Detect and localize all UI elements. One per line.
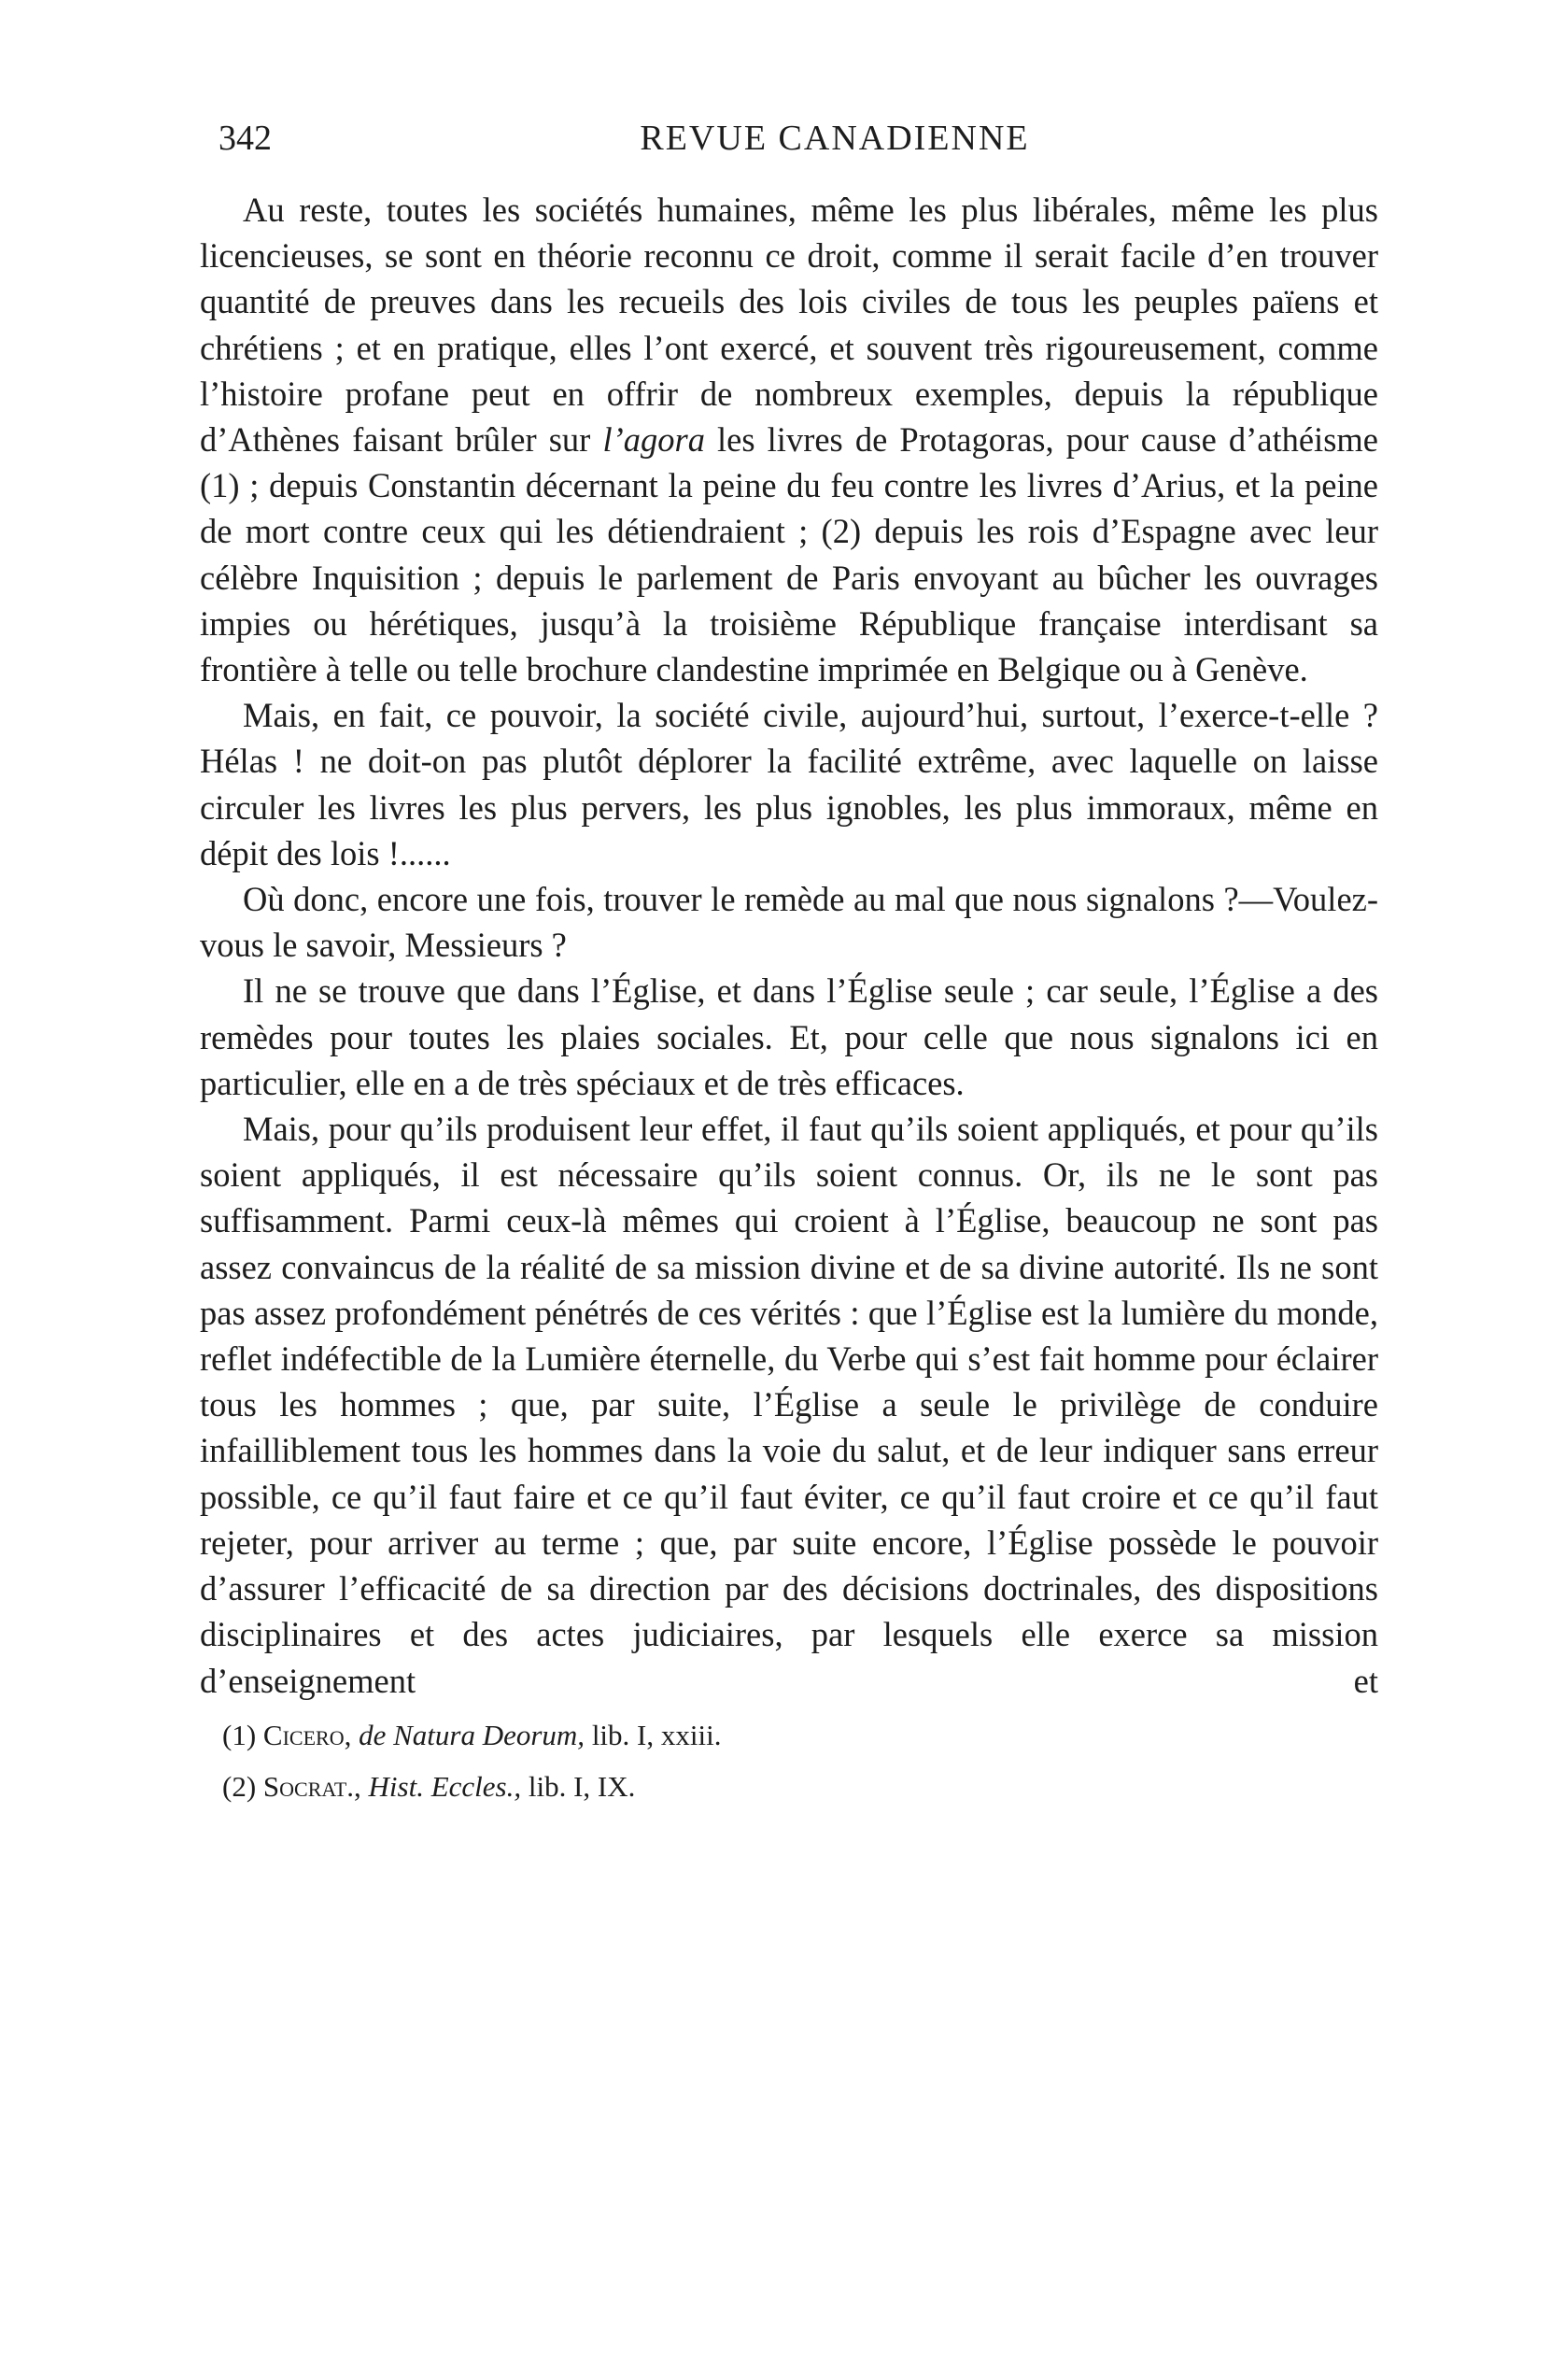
footnote-1-author: Cicero, [262,1719,352,1751]
paragraph-1-italic-agora: l’agora [602,420,705,460]
footnote-2-reference: lib. I, IX. [528,1770,636,1803]
footnote-2 [222,1761,1343,1812]
paragraph-2: Mais, en fait, ce pouvoir, la société civile, aujourd’hui, surtout, l’exerce-t-elle ? Hélas ! ne doit-on pas plutôt déplorer la facilité extrême, avec laquelle on laisse circuler les livres les plus pervers, les plus ignobles, les plus immoraux, même en dépit des lois !...... [200,696,1378,872]
footnote-1-title: de Natura Deorum, [359,1719,585,1751]
footnote-1-reference: lib. I, xxiii. [591,1719,722,1751]
body-text [200,187,1378,1704]
paragraph-1-text-b: les livres de Protagoras, pour cause d’athéisme (1) ; depuis Constantin décernant la peine du feu contre les livres d’Arius, et la peine de mort contre ceux qui les détiendraient ; (2) depuis les rois d’Espagne avec leur célèbre Inquisition ; depuis le parlement de Paris envoyant au bûcher les ouvrages impies ou hérétiques, jusqu’à la troisième République française interdisant sa frontière à telle ou telle brochure clandestine imprimée en Belgique ou à Genève. [200,420,1378,689]
footnote-2-marker: (2) [222,1770,257,1803]
page-number: 342 [219,119,272,158]
footnote-2-author: Socrat., [262,1770,361,1803]
footnote-2-title: Hist. Eccles., [368,1770,522,1803]
footnotes [222,1709,1343,1812]
paragraph-1-text-a: Au reste, toutes les sociétés humaines, même les plus libérales, même les plus licencieuses, se sont en théorie reconnu ce droit, comme il serait facile d’en trouver quantité de preuves dans les recueils des lois civiles de tous les peuples païens et chrétiens ; et en pratique, elles l’ont exercé, et souvent très rigoureusement, comme l’histoire profane peut en offrir de nombreux exemples, depuis la république d’Athènes faisant brûler sur [200,191,1378,460]
paragraph-3: Où donc, encore une fois, trouver le remède au mal que nous signalons ?—Voulez-vous le savoir, Messieurs ? [200,880,1378,965]
paragraph-4: Il ne se trouve que dans l’Église, et dans l’Église seule ; car seule, l’Église a des remèdes pour toutes les plaies sociales. Et, pour celle que nous signalons ici en particulier, elle en a de très spéciaux et de très efficaces. [200,971,1378,1102]
paragraph-5: Mais, pour qu’ils produisent leur effet, il faut qu’ils soient appliqués, et pour qu’ils soient appliqués, il est nécessaire qu’ils soient connus. Or, ils ne le sont pas suffisamment. Parmi ceux-là mêmes qui croient à l’Église, beaucoup ne sont pas assez convaincus de la réalité de sa mission divine et de sa divine autorité. Ils ne sont pas assez profondément pénétrés de ces vérités : que l’Église est la lumière du monde, reflet indéfectible de la Lumière éternelle, du Verbe qui s’est fait homme pour éclairer tous les hommes ; que, par suite, l’Église a seule le privilège de conduire infailliblement tous les hommes dans la voie du salut, et de leur indiquer sans erreur possible, ce qu’il faut faire et ce qu’il faut éviter, ce qu’il faut croire et ce qu’il faut rejeter, pour arriver au terme ; que, par suite encore, l’Église possède le pouvoir d’assurer l’efficacité de sa direction par des décisions doctrinales, des dispositions disciplinaires et des actes judiciaires, par lesquels elle exerce sa mission d’enseignement et [200,1110,1378,1700]
running-head [219,110,1376,166]
footnote-1 [222,1709,1343,1761]
paragraph-1 [200,187,1378,692]
journal-title: REVUE CANADIENNE [640,119,1030,158]
footnote-1-marker: (1) [222,1719,257,1751]
